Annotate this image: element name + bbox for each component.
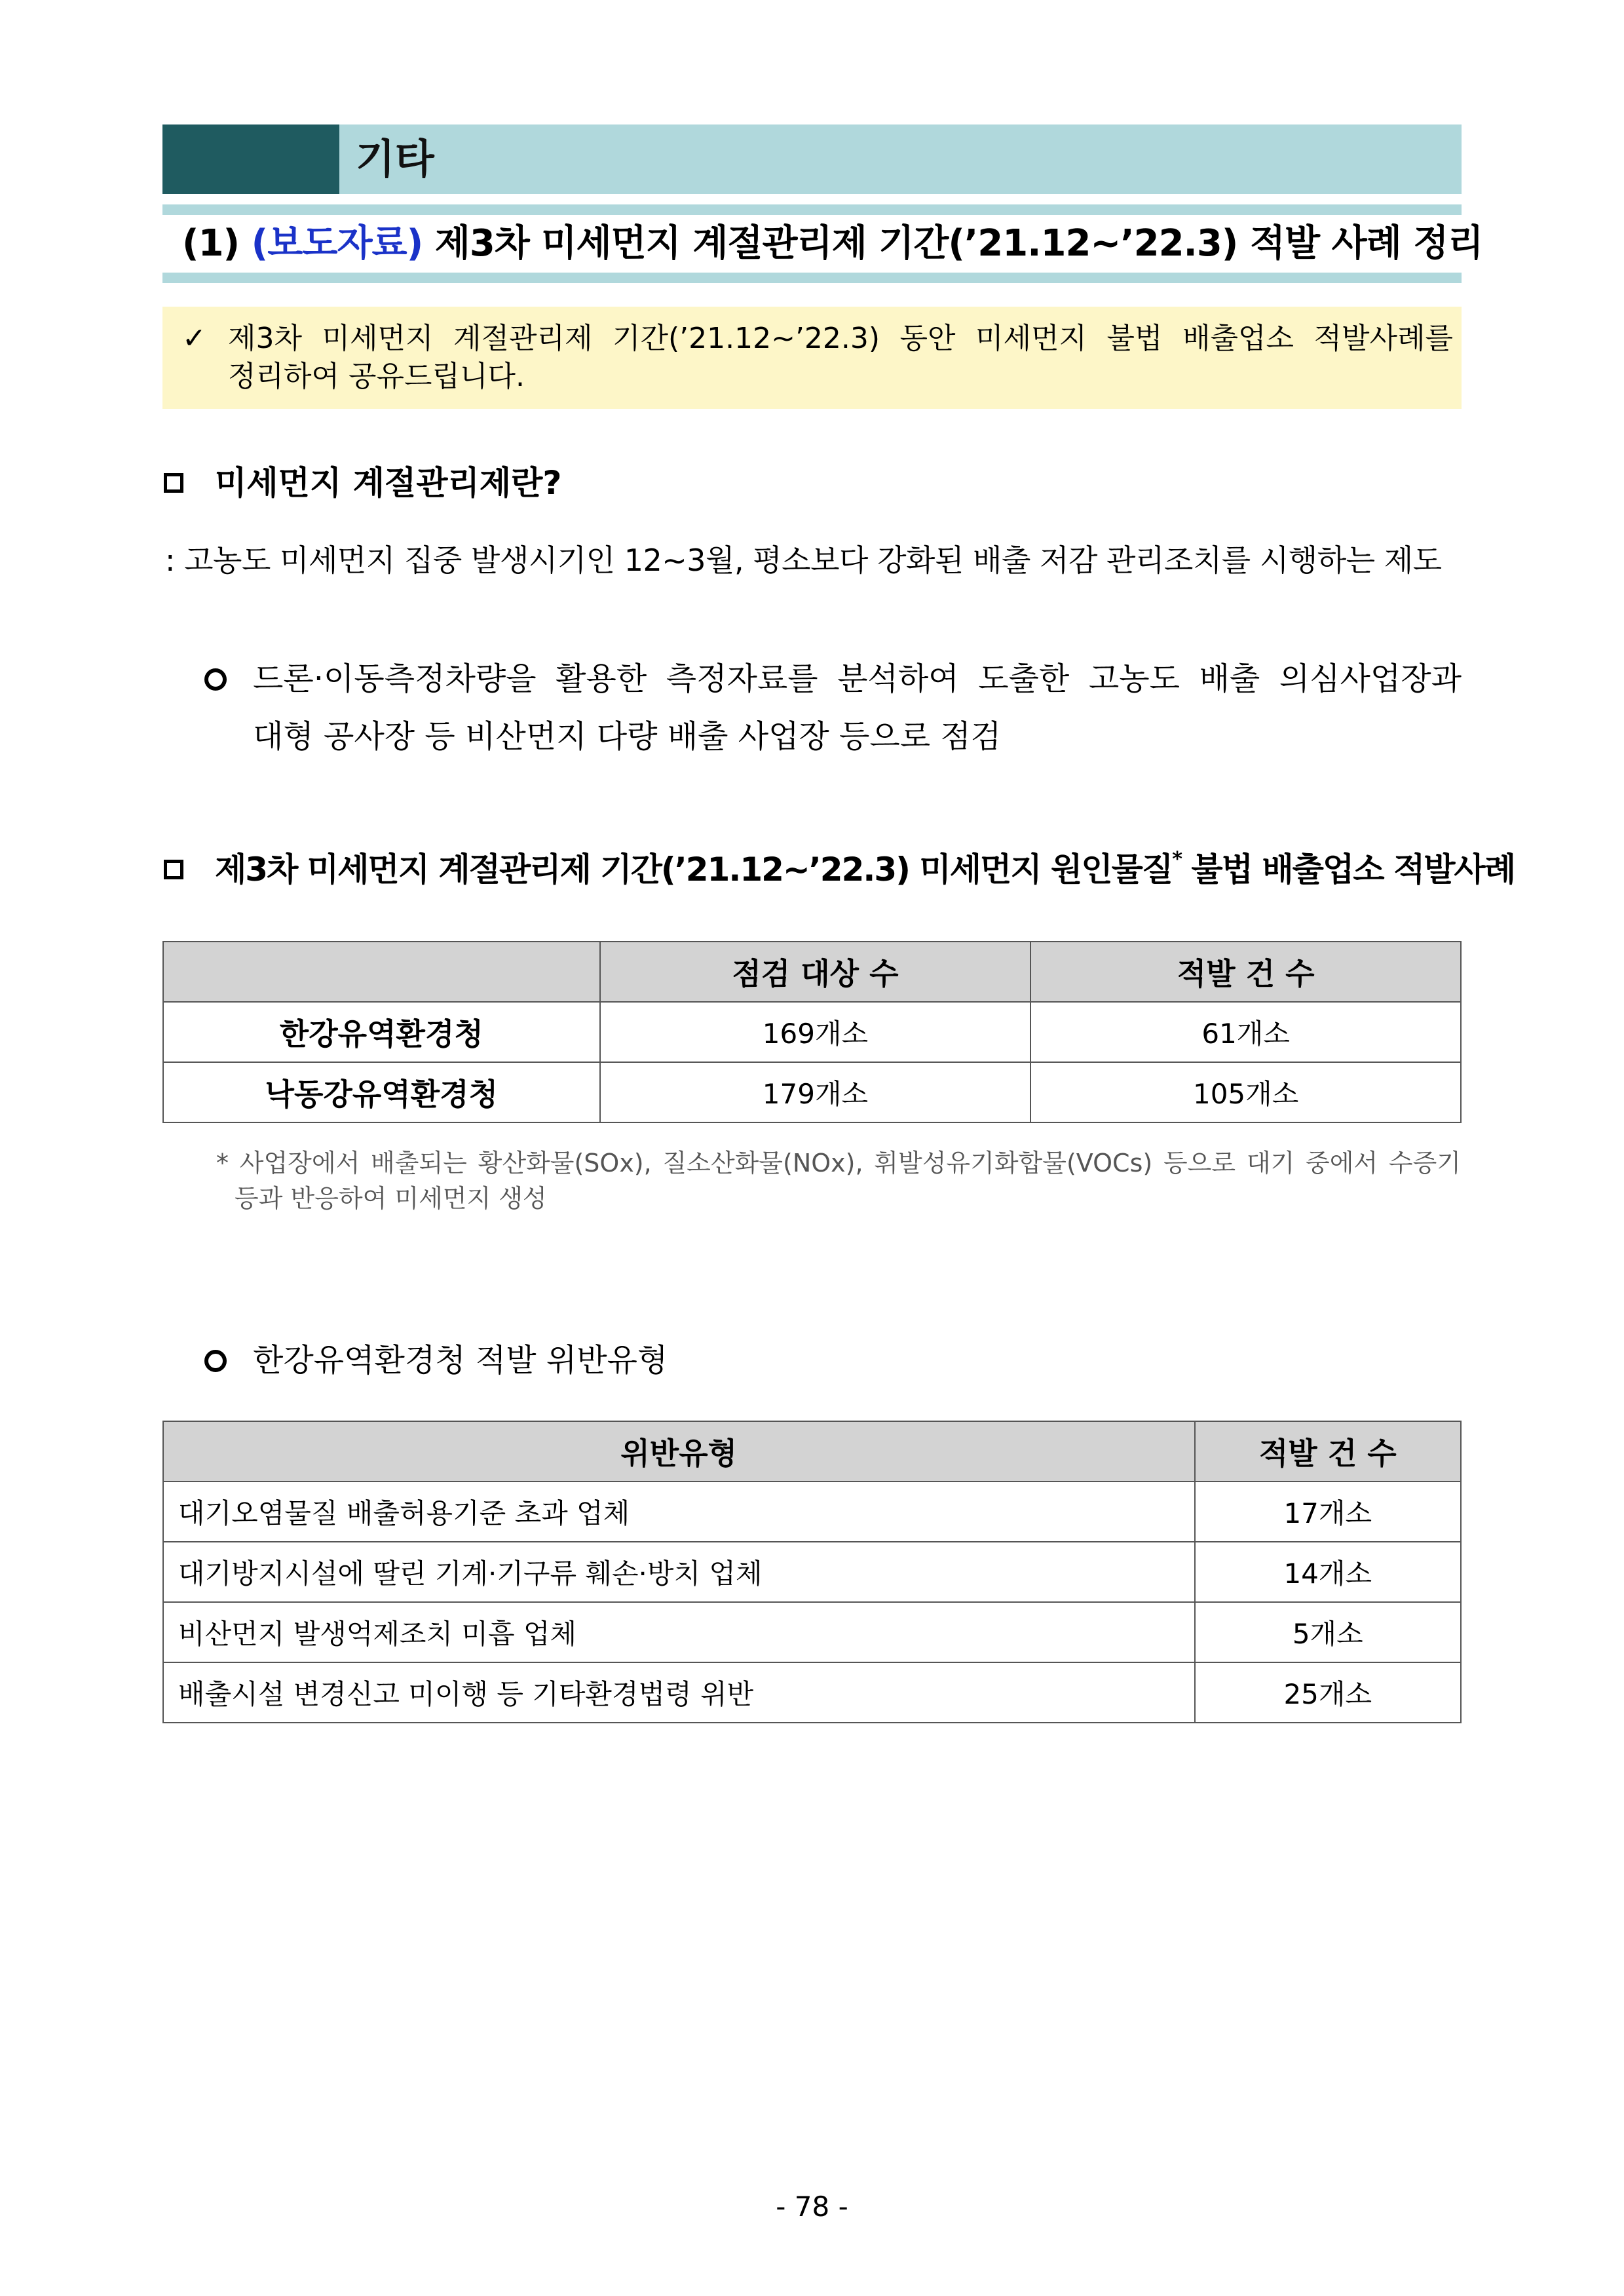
violation-count-cell: 25개소 [1195, 1662, 1461, 1723]
section-heading-cases-tail: 불법 배출업소 적발사례 [1180, 851, 1515, 889]
table-header-cell: 적발 건 수 [1030, 942, 1461, 1002]
agency-name-cell: 낙동강유역환경청 [163, 1062, 600, 1122]
footnote-line2: 등과 반응하여 미세먼지 생성 [235, 1184, 547, 1213]
violation-types-heading: 한강유역환경청 적발 위반유형 [253, 1342, 668, 1379]
square-bullet-icon [164, 860, 183, 879]
footnote-line1: * 사업장에서 배출되는 황산화물(SOx), 질소산화물(NOx), 휘발성유기화합물(VOCs) 등으로 대기 중에서 수증기 [216, 1149, 1461, 1177]
square-bullet-icon [164, 473, 183, 493]
subtitle-top-rule [162, 204, 1462, 215]
definition-text: : 고농도 미세먼지 집중 발생시기인 12~3월, 평소보다 강화된 배출 저감 관리조치를 시행하는 제도 [165, 543, 1442, 578]
section-heading-definition: 미세먼지 계절관리제란? [215, 464, 562, 502]
table-row [163, 1062, 1461, 1122]
table-header-cell [163, 942, 600, 1002]
inspection-summary-table [162, 941, 1462, 1123]
section-heading-cases-text: 제3차 미세먼지 계절관리제 기간(’21.12~’22.3) 미세먼지 원인물질 [215, 851, 1173, 889]
header-bar [339, 124, 1462, 194]
subtitle-bottom-rule [162, 273, 1462, 283]
table-header-row [163, 1421, 1461, 1482]
table-row [163, 1482, 1461, 1542]
footnote-marker: * [1172, 848, 1181, 871]
violation-type-cell: 대기방지시설에 딸린 기계·기구류 훼손·방치 업체 [163, 1542, 1195, 1602]
header-accent-block [162, 124, 339, 194]
violation-types-table [162, 1421, 1462, 1723]
table-header-cell: 위반유형 [163, 1421, 1195, 1482]
table-header-cell: 적발 건 수 [1195, 1421, 1461, 1482]
check-icon: ✓ [182, 322, 206, 355]
subtitle-number: (1) [182, 222, 240, 265]
subtitle [182, 218, 1482, 270]
page-title: 기타 [356, 135, 434, 183]
violation-type-cell: 비산먼지 발생억제조치 미흡 업체 [163, 1602, 1195, 1662]
note-text-line1: 제3차 미세먼지 계절관리제 기간(’21.12~’22.3) 동안 미세먼지 불법 배출업소 적발사례를 [228, 322, 1453, 355]
page-number: - 78 - [776, 2191, 848, 2223]
violation-count-cell: 61개소 [1030, 1002, 1461, 1062]
violation-type-cell: 배출시설 변경신고 미이행 등 기타환경법령 위반 [163, 1662, 1195, 1723]
table-row [163, 1602, 1461, 1662]
inspected-count-cell: 179개소 [600, 1062, 1031, 1122]
subtitle-tag: (보도자료) [251, 222, 423, 265]
violation-type-cell: 대기오염물질 배출허용기준 초과 업체 [163, 1482, 1195, 1542]
violation-count-cell: 5개소 [1195, 1602, 1461, 1662]
agency-name-cell: 한강유역환경청 [163, 1002, 600, 1062]
inspection-method-line2: 대형 공사장 등 비산먼지 다량 배출 사업장 등으로 점검 [253, 718, 1002, 755]
table-row [163, 1002, 1461, 1062]
note-text-line2: 정리하여 공유드립니다. [228, 360, 525, 393]
circle-bullet-icon [204, 668, 227, 691]
inspected-count-cell: 169개소 [600, 1002, 1031, 1062]
table-header-row [163, 942, 1461, 1002]
violation-count-cell: 105개소 [1030, 1062, 1461, 1122]
inspection-method-line1: 드론·이동측정차량을 활용한 측정자료를 분석하여 도출한 고농도 배출 의심사업장과 [253, 660, 1462, 697]
subtitle-text: 제3차 미세먼지 계절관리제 기간(’21.12~’22.3) 적발 사례 정리 [434, 222, 1483, 265]
section-heading-cases [215, 847, 1515, 892]
circle-bullet-icon [204, 1350, 227, 1372]
table-header-cell: 점검 대상 수 [600, 942, 1031, 1002]
table-row [163, 1662, 1461, 1723]
violation-count-cell: 14개소 [1195, 1542, 1461, 1602]
table-row [163, 1542, 1461, 1602]
violation-count-cell: 17개소 [1195, 1482, 1461, 1542]
